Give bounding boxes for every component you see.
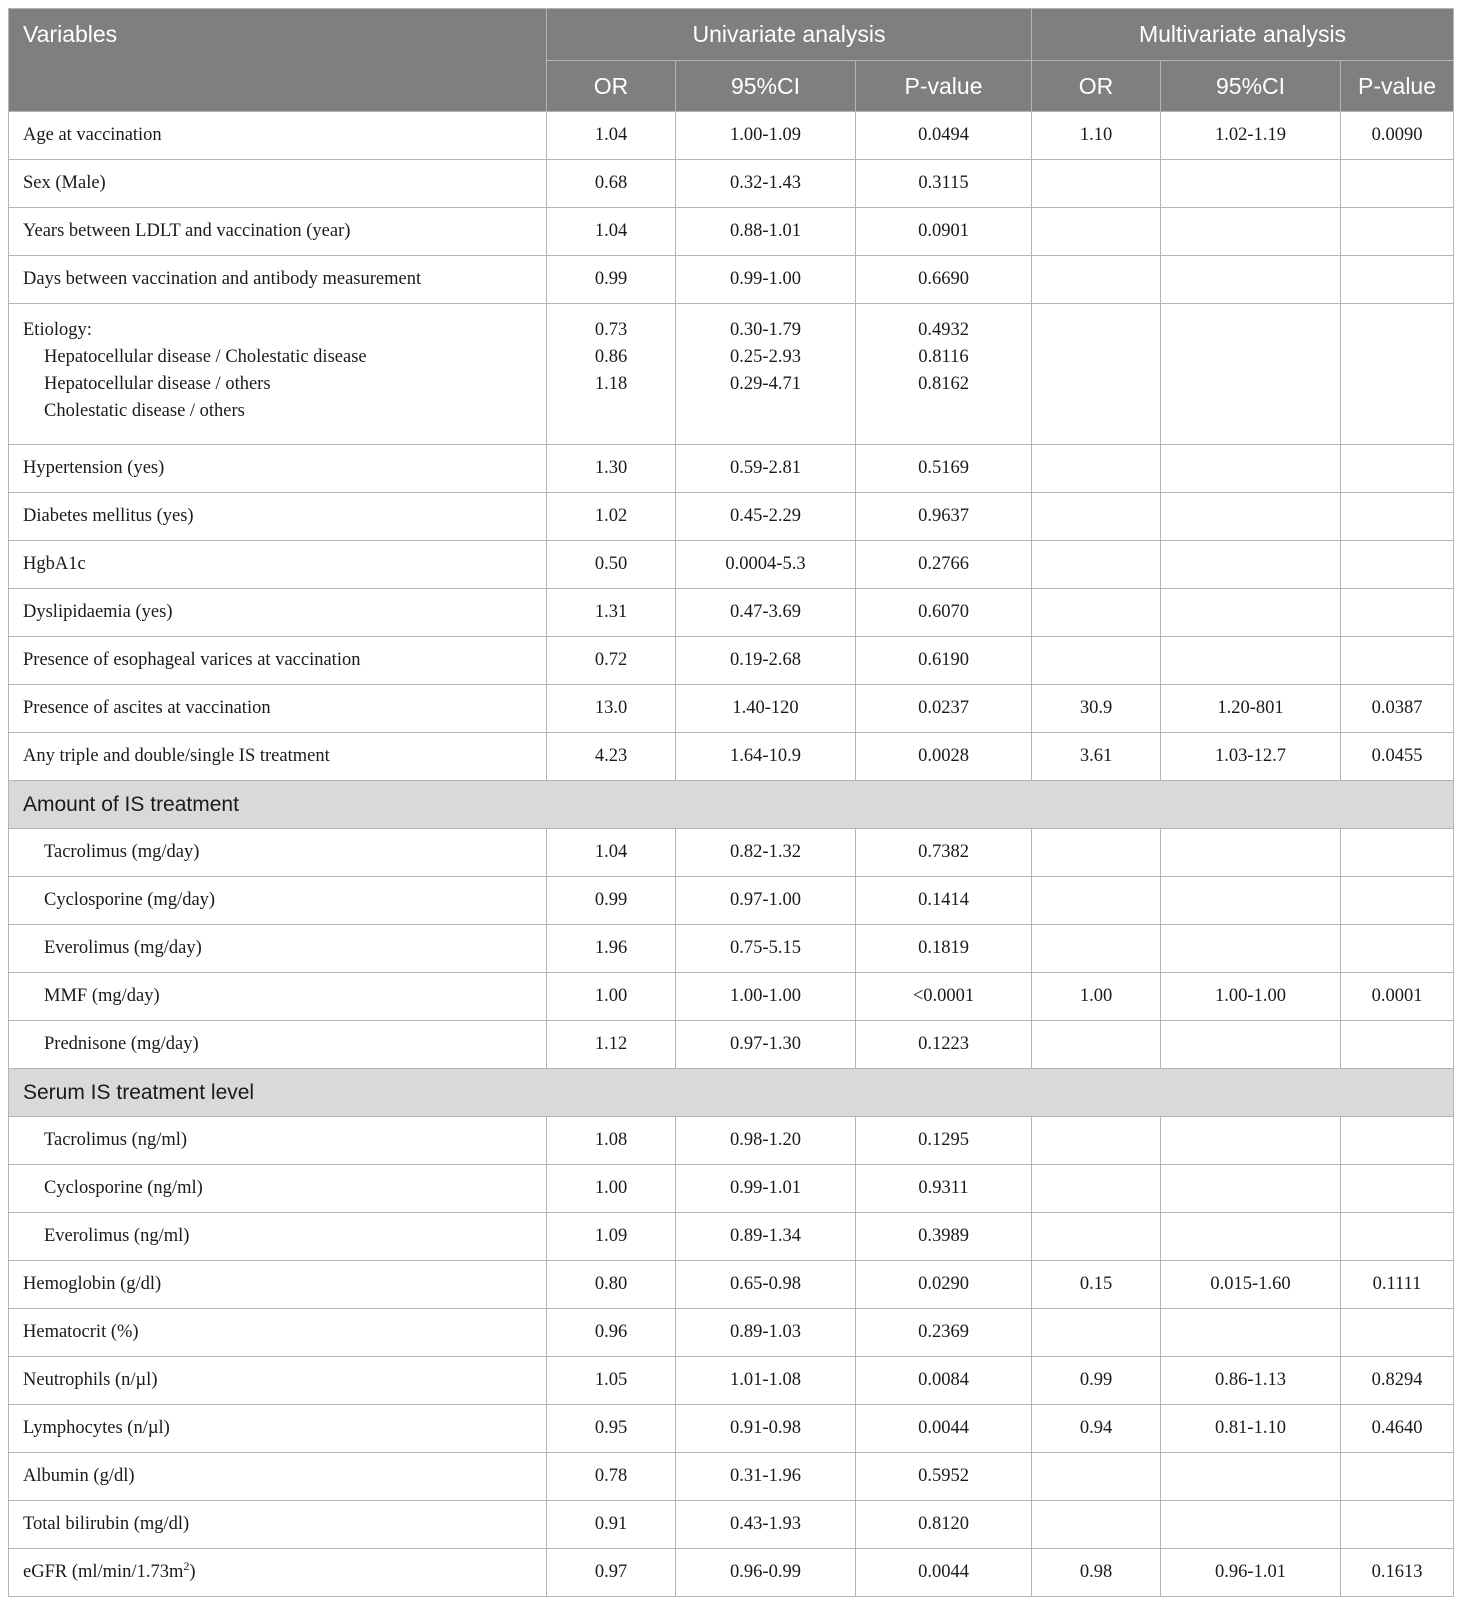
section-title: Serum IS treatment level <box>9 1069 1454 1117</box>
univariate-p-cell: 0.9637 <box>856 493 1032 541</box>
multivariate-ci-cell <box>1161 829 1341 877</box>
row-label: Any triple and double/single IS treatment <box>9 733 547 781</box>
multivariate-ci-cell: 0.015-1.60 <box>1161 1261 1341 1309</box>
univariate-p-cell: 0.6690 <box>856 256 1032 304</box>
row-label: Cyclosporine (ng/ml) <box>9 1165 547 1213</box>
multivariate-or-cell <box>1032 829 1161 877</box>
univariate-ci-cell: 0.91-0.98 <box>676 1405 856 1453</box>
table-row <box>9 1117 1454 1165</box>
row-label <box>9 304 547 445</box>
row-label: Tacrolimus (mg/day) <box>9 829 547 877</box>
univariate-or-cell: 1.04 <box>547 208 676 256</box>
row-label: Hypertension (yes) <box>9 445 547 493</box>
univariate-ci-cell: 0.99-1.00 <box>676 256 856 304</box>
univariate-ci-cell: 1.01-1.08 <box>676 1357 856 1405</box>
univariate-p-cell: 0.0901 <box>856 208 1032 256</box>
univariate-ci-cell: 0.98-1.20 <box>676 1117 856 1165</box>
multivariate-ci-cell: 1.00-1.00 <box>1161 973 1341 1021</box>
univariate-or-cell: 13.0 <box>547 685 676 733</box>
multivariate-or-cell: 1.00 <box>1032 973 1161 1021</box>
univariate-p-cell: 0.6070 <box>856 589 1032 637</box>
multivariate-ci-cell <box>1161 304 1341 445</box>
header-multivariate-ci: 95%CI <box>1161 61 1341 112</box>
row-label: Tacrolimus (ng/ml) <box>9 1117 547 1165</box>
row-label: Sex (Male) <box>9 160 547 208</box>
univariate-p-cell: 0.1223 <box>856 1021 1032 1069</box>
univariate-p-cell: 0.0494 <box>856 112 1032 160</box>
multivariate-or-cell <box>1032 1021 1161 1069</box>
table-row <box>9 1261 1454 1309</box>
table-row <box>9 1165 1454 1213</box>
multivariate-or-cell <box>1032 256 1161 304</box>
multivariate-or-cell <box>1032 877 1161 925</box>
multivariate-ci-cell <box>1161 256 1341 304</box>
header-multivariate-p: P-value <box>1341 61 1454 112</box>
header-multivariate-or: OR <box>1032 61 1161 112</box>
univariate-ci-cell: 0.89-1.34 <box>676 1213 856 1261</box>
univariate-p-cell: 0.0028 <box>856 733 1032 781</box>
univariate-ci-cell: 0.97-1.30 <box>676 1021 856 1069</box>
row-label: Dyslipidaemia (yes) <box>9 589 547 637</box>
egfr-superscript: 2 <box>183 1558 190 1573</box>
multivariate-p-cell <box>1341 1453 1454 1501</box>
univariate-p-cell: 0.2766 <box>856 541 1032 589</box>
regression-table-container <box>8 8 1453 1597</box>
multivariate-ci-cell <box>1161 589 1341 637</box>
or-value: 1.18 <box>594 374 628 394</box>
univariate-p-cell: 0.1295 <box>856 1117 1032 1165</box>
univariate-p-cell: 0.6190 <box>856 637 1032 685</box>
multivariate-ci-cell <box>1161 1021 1341 1069</box>
ci-value: 0.29-4.71 <box>730 374 801 394</box>
multivariate-p-cell <box>1341 208 1454 256</box>
multivariate-p-cell <box>1341 877 1454 925</box>
univariate-or-cell: 1.12 <box>547 1021 676 1069</box>
univariate-or-cell: 1.00 <box>547 973 676 1021</box>
ci-value: 0.25-2.93 <box>730 347 801 367</box>
univariate-ci-cell: 0.75-5.15 <box>676 925 856 973</box>
multivariate-or-cell <box>1032 1213 1161 1261</box>
univariate-p-cell: 0.0237 <box>856 685 1032 733</box>
p-value: 0.8162 <box>918 374 969 394</box>
multivariate-or-cell: 1.10 <box>1032 112 1161 160</box>
multivariate-ci-cell <box>1161 1501 1341 1549</box>
multivariate-p-cell <box>1341 1213 1454 1261</box>
univariate-p-cell: 0.3989 <box>856 1213 1032 1261</box>
multivariate-ci-cell <box>1161 541 1341 589</box>
row-label: Cyclosporine (mg/day) <box>9 877 547 925</box>
multivariate-ci-cell <box>1161 493 1341 541</box>
multivariate-p-cell <box>1341 1165 1454 1213</box>
multivariate-ci-cell <box>1161 637 1341 685</box>
multivariate-or-cell <box>1032 1165 1161 1213</box>
regression-table <box>8 8 1454 1597</box>
univariate-p-cell: 0.0290 <box>856 1261 1032 1309</box>
univariate-or-cell: 1.09 <box>547 1213 676 1261</box>
univariate-or-cell <box>547 304 676 445</box>
univariate-ci-cell: 0.99-1.01 <box>676 1165 856 1213</box>
univariate-ci-cell: 0.31-1.96 <box>676 1453 856 1501</box>
or-value: 0.86 <box>594 347 628 367</box>
table-row <box>9 973 1454 1021</box>
table-body <box>9 112 1454 1597</box>
univariate-ci-cell <box>676 304 856 445</box>
univariate-or-cell: 1.31 <box>547 589 676 637</box>
row-label: Days between vaccination and antibody measurement <box>9 256 547 304</box>
table-row <box>9 1501 1454 1549</box>
multivariate-or-cell <box>1032 208 1161 256</box>
multivariate-or-cell <box>1032 925 1161 973</box>
row-label: Diabetes mellitus (yes) <box>9 493 547 541</box>
row-label: Hematocrit (%) <box>9 1309 547 1357</box>
univariate-ci-cell: 0.65-0.98 <box>676 1261 856 1309</box>
multivariate-or-cell: 3.61 <box>1032 733 1161 781</box>
univariate-or-cell: 0.80 <box>547 1261 676 1309</box>
multivariate-p-cell: 0.4640 <box>1341 1405 1454 1453</box>
univariate-ci-cell: 0.96-0.99 <box>676 1549 856 1597</box>
univariate-ci-cell: 1.40-120 <box>676 685 856 733</box>
table-row <box>9 1309 1454 1357</box>
header-univariate-ci: 95%CI <box>676 61 856 112</box>
multivariate-or-cell <box>1032 1117 1161 1165</box>
univariate-ci-cell: 0.82-1.32 <box>676 829 856 877</box>
table-header <box>9 9 1454 112</box>
multivariate-ci-cell <box>1161 1213 1341 1261</box>
etiology-sub-label: Cholestatic disease / others <box>44 401 245 421</box>
etiology-sub-label: Hepatocellular disease / Cholestatic disease <box>44 347 367 367</box>
multivariate-p-cell <box>1341 589 1454 637</box>
univariate-or-cell: 0.68 <box>547 160 676 208</box>
univariate-p-cell: 0.0044 <box>856 1405 1032 1453</box>
etiology-label: Etiology: <box>23 320 92 340</box>
multivariate-or-cell <box>1032 1501 1161 1549</box>
multivariate-p-cell <box>1341 1501 1454 1549</box>
row-label: Presence of esophageal varices at vaccination <box>9 637 547 685</box>
multivariate-ci-cell <box>1161 925 1341 973</box>
multivariate-ci-cell: 1.02-1.19 <box>1161 112 1341 160</box>
univariate-ci-cell: 0.59-2.81 <box>676 445 856 493</box>
table-row <box>9 160 1454 208</box>
multivariate-ci-cell <box>1161 1309 1341 1357</box>
table-row <box>9 208 1454 256</box>
section-row-amount <box>9 781 1454 829</box>
table-row <box>9 445 1454 493</box>
univariate-ci-cell: 0.32-1.43 <box>676 160 856 208</box>
univariate-or-cell: 4.23 <box>547 733 676 781</box>
multivariate-or-cell: 30.9 <box>1032 685 1161 733</box>
multivariate-p-cell: 0.0387 <box>1341 685 1454 733</box>
table-row-etiology <box>9 304 1454 445</box>
egfr-label: eGFR (ml/min/1.73m <box>23 1562 184 1582</box>
multivariate-ci-cell: 0.86-1.13 <box>1161 1357 1341 1405</box>
ci-value: 0.30-1.79 <box>730 320 801 340</box>
row-label <box>9 1549 547 1597</box>
multivariate-or-cell: 0.99 <box>1032 1357 1161 1405</box>
table-row <box>9 925 1454 973</box>
univariate-or-cell: 0.50 <box>547 541 676 589</box>
multivariate-or-cell: 0.94 <box>1032 1405 1161 1453</box>
row-label: Everolimus (ng/ml) <box>9 1213 547 1261</box>
row-label: Albumin (g/dl) <box>9 1453 547 1501</box>
table-row <box>9 589 1454 637</box>
univariate-or-cell: 0.95 <box>547 1405 676 1453</box>
univariate-p-cell: 0.0084 <box>856 1357 1032 1405</box>
p-value: 0.8116 <box>918 347 969 367</box>
univariate-p-cell: 0.8120 <box>856 1501 1032 1549</box>
univariate-ci-cell: 0.47-3.69 <box>676 589 856 637</box>
table-row <box>9 1213 1454 1261</box>
univariate-p-cell <box>856 304 1032 445</box>
multivariate-ci-cell <box>1161 160 1341 208</box>
univariate-p-cell: 0.0044 <box>856 1549 1032 1597</box>
multivariate-p-cell <box>1341 541 1454 589</box>
table-row <box>9 1405 1454 1453</box>
header-univariate-or: OR <box>547 61 676 112</box>
row-label: Prednisone (mg/day) <box>9 1021 547 1069</box>
univariate-p-cell: 0.1414 <box>856 877 1032 925</box>
multivariate-or-cell <box>1032 541 1161 589</box>
univariate-ci-cell: 0.88-1.01 <box>676 208 856 256</box>
univariate-ci-cell: 0.97-1.00 <box>676 877 856 925</box>
table-row-egfr <box>9 1549 1454 1597</box>
univariate-or-cell: 0.72 <box>547 637 676 685</box>
row-label: HgbA1c <box>9 541 547 589</box>
multivariate-p-cell <box>1341 1021 1454 1069</box>
multivariate-p-cell: 0.0090 <box>1341 112 1454 160</box>
univariate-or-cell: 1.96 <box>547 925 676 973</box>
table-row <box>9 877 1454 925</box>
or-value: 0.73 <box>594 320 628 340</box>
multivariate-or-cell <box>1032 445 1161 493</box>
table-row <box>9 1453 1454 1501</box>
univariate-ci-cell: 0.89-1.03 <box>676 1309 856 1357</box>
table-row <box>9 829 1454 877</box>
multivariate-p-cell <box>1341 829 1454 877</box>
table-row <box>9 256 1454 304</box>
table-row <box>9 685 1454 733</box>
p-value: 0.4932 <box>918 320 969 340</box>
univariate-or-cell: 1.05 <box>547 1357 676 1405</box>
header-variables: Variables <box>9 9 547 112</box>
multivariate-p-cell: 0.1613 <box>1341 1549 1454 1597</box>
univariate-ci-cell: 0.0004-5.3 <box>676 541 856 589</box>
univariate-p-cell: 0.9311 <box>856 1165 1032 1213</box>
univariate-ci-cell: 1.00-1.00 <box>676 973 856 1021</box>
multivariate-or-cell: 0.15 <box>1032 1261 1161 1309</box>
univariate-or-cell: 0.91 <box>547 1501 676 1549</box>
header-univariate: Univariate analysis <box>547 9 1032 61</box>
header-univariate-p: P-value <box>856 61 1032 112</box>
univariate-or-cell: 1.02 <box>547 493 676 541</box>
multivariate-ci-cell <box>1161 1117 1341 1165</box>
univariate-ci-cell: 0.43-1.93 <box>676 1501 856 1549</box>
header-multivariate: Multivariate analysis <box>1032 9 1454 61</box>
row-label: Years between LDLT and vaccination (year) <box>9 208 547 256</box>
univariate-or-cell: 1.30 <box>547 445 676 493</box>
multivariate-ci-cell: 1.03-12.7 <box>1161 733 1341 781</box>
multivariate-ci-cell: 0.96-1.01 <box>1161 1549 1341 1597</box>
multivariate-or-cell <box>1032 589 1161 637</box>
univariate-p-cell: 0.3115 <box>856 160 1032 208</box>
row-label: Neutrophils (n/µl) <box>9 1357 547 1405</box>
multivariate-p-cell <box>1341 925 1454 973</box>
univariate-ci-cell: 1.64-10.9 <box>676 733 856 781</box>
multivariate-or-cell <box>1032 160 1161 208</box>
etiology-sub-label: Hepatocellular disease / others <box>44 374 271 394</box>
univariate-ci-cell: 0.19-2.68 <box>676 637 856 685</box>
univariate-or-cell: 0.96 <box>547 1309 676 1357</box>
table-row <box>9 493 1454 541</box>
row-label: Lymphocytes (n/µl) <box>9 1405 547 1453</box>
multivariate-p-cell <box>1341 160 1454 208</box>
univariate-ci-cell: 1.00-1.09 <box>676 112 856 160</box>
multivariate-or-cell <box>1032 493 1161 541</box>
multivariate-p-cell <box>1341 445 1454 493</box>
multivariate-ci-cell <box>1161 208 1341 256</box>
table-row <box>9 733 1454 781</box>
univariate-or-cell: 0.99 <box>547 256 676 304</box>
row-label: Hemoglobin (g/dl) <box>9 1261 547 1309</box>
multivariate-p-cell: 0.8294 <box>1341 1357 1454 1405</box>
univariate-p-cell: 0.1819 <box>856 925 1032 973</box>
multivariate-or-cell: 0.98 <box>1032 1549 1161 1597</box>
multivariate-p-cell <box>1341 1309 1454 1357</box>
univariate-p-cell: 0.2369 <box>856 1309 1032 1357</box>
univariate-p-cell: <0.0001 <box>856 973 1032 1021</box>
univariate-p-cell: 0.5169 <box>856 445 1032 493</box>
row-label: Everolimus (mg/day) <box>9 925 547 973</box>
multivariate-ci-cell: 1.20-801 <box>1161 685 1341 733</box>
univariate-or-cell: 0.78 <box>547 1453 676 1501</box>
table-row <box>9 1357 1454 1405</box>
univariate-or-cell: 0.97 <box>547 1549 676 1597</box>
table-row <box>9 1021 1454 1069</box>
multivariate-or-cell <box>1032 304 1161 445</box>
multivariate-or-cell <box>1032 637 1161 685</box>
univariate-ci-cell: 0.45-2.29 <box>676 493 856 541</box>
multivariate-p-cell <box>1341 637 1454 685</box>
multivariate-ci-cell <box>1161 877 1341 925</box>
univariate-or-cell: 1.08 <box>547 1117 676 1165</box>
univariate-or-cell: 1.04 <box>547 829 676 877</box>
multivariate-p-cell: 0.0455 <box>1341 733 1454 781</box>
row-label: MMF (mg/day) <box>9 973 547 1021</box>
univariate-or-cell: 1.04 <box>547 112 676 160</box>
multivariate-ci-cell <box>1161 445 1341 493</box>
multivariate-or-cell <box>1032 1309 1161 1357</box>
multivariate-p-cell <box>1341 1117 1454 1165</box>
section-row-serum <box>9 1069 1454 1117</box>
multivariate-p-cell <box>1341 304 1454 445</box>
univariate-or-cell: 0.99 <box>547 877 676 925</box>
table-row <box>9 112 1454 160</box>
row-label: Presence of ascites at vaccination <box>9 685 547 733</box>
univariate-p-cell: 0.5952 <box>856 1453 1032 1501</box>
multivariate-ci-cell <box>1161 1453 1341 1501</box>
table-row <box>9 541 1454 589</box>
univariate-p-cell: 0.7382 <box>856 829 1032 877</box>
section-title: Amount of IS treatment <box>9 781 1454 829</box>
multivariate-p-cell <box>1341 493 1454 541</box>
multivariate-p-cell: 0.1111 <box>1341 1261 1454 1309</box>
multivariate-p-cell <box>1341 256 1454 304</box>
row-label: Total bilirubin (mg/dl) <box>9 1501 547 1549</box>
univariate-or-cell: 1.00 <box>547 1165 676 1213</box>
multivariate-ci-cell <box>1161 1165 1341 1213</box>
egfr-label-end: ) <box>189 1562 196 1582</box>
row-label: Age at vaccination <box>9 112 547 160</box>
multivariate-ci-cell: 0.81-1.10 <box>1161 1405 1341 1453</box>
table-row <box>9 637 1454 685</box>
multivariate-or-cell <box>1032 1453 1161 1501</box>
multivariate-p-cell: 0.0001 <box>1341 973 1454 1021</box>
